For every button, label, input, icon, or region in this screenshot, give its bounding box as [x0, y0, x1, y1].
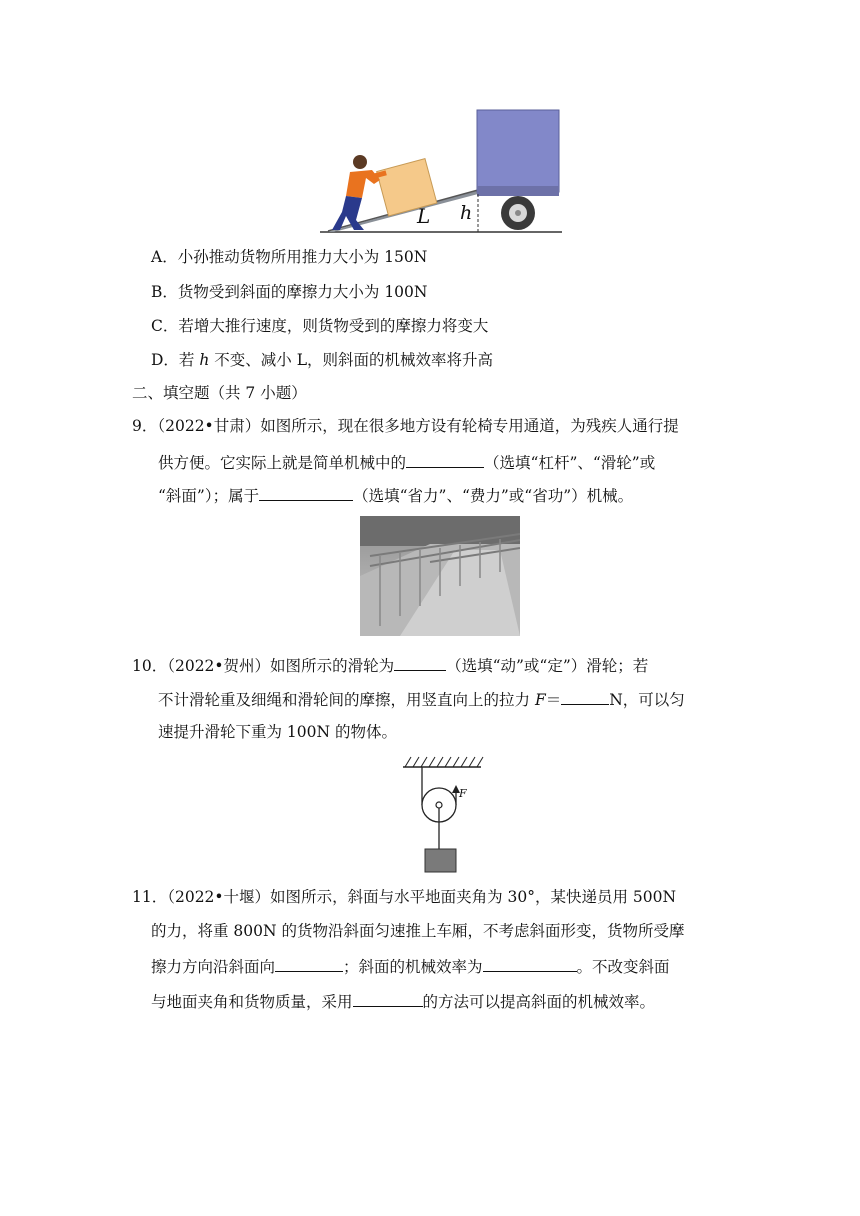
- q9-text-3a: “斜面”）；属于: [158, 487, 260, 505]
- q11-text-3b: ；斜面的机械效率为: [343, 958, 483, 976]
- q9-line-2: [158, 451, 655, 473]
- label-L: L: [417, 204, 431, 228]
- q10-text-1b: （选填“动”或“定”）滑轮；若: [446, 657, 649, 675]
- answer-blank[interactable]: [483, 955, 577, 972]
- answer-blank[interactable]: [259, 484, 353, 501]
- option-b: B．货物受到斜面的摩擦力大小为 100N: [151, 283, 428, 301]
- q10-var-F: F: [534, 691, 546, 709]
- answer-blank[interactable]: [394, 654, 446, 671]
- q10-text-1a: 10．（2022•贺州）如图所示的滑轮为: [132, 657, 395, 675]
- label-h: h: [460, 202, 473, 224]
- pulley-illustration: [395, 755, 495, 875]
- q11-text-4a: 与地面夹角和货物质量，采用: [151, 993, 353, 1011]
- q10-line-2: [158, 688, 685, 710]
- q11-line-4: [151, 990, 655, 1012]
- q11-line-2: 的力，将重 800N 的货物沿斜面匀速推上车厢，不考虑斜面形变，货物所受摩: [151, 922, 685, 940]
- truck-ramp-figure: [320, 108, 562, 236]
- q10-text-2c: N，可以匀: [609, 691, 685, 709]
- option-a: A．小孙推动货物所用推力大小为 150N: [151, 248, 428, 266]
- pulley-figure: [395, 755, 495, 875]
- q10-line-1: [132, 654, 648, 676]
- ramp-photo-illustration: [360, 516, 520, 636]
- q9-text-3b: （选填“省力”、“费力”或“省功”）机械。: [353, 487, 634, 505]
- q10-line-3: 速提升滑轮下重为 100N 的物体。: [158, 723, 398, 741]
- q11-text-4b: 的方法可以提高斜面的机械效率。: [422, 993, 656, 1011]
- q11-text-3c: 。不改变斜面: [576, 958, 670, 976]
- q11-line-3: [151, 955, 670, 977]
- q11-text-3a: 擦力方向沿斜面向: [151, 958, 276, 976]
- pulley-label-F: F: [459, 787, 467, 800]
- q10-text-2a: 不计滑轮重及细绳和滑轮间的摩擦，用竖直向上的拉力: [158, 691, 535, 709]
- answer-blank[interactable]: [561, 688, 609, 705]
- option-d: [151, 350, 493, 370]
- section-title: 二、填空题（共 7 小题）: [132, 384, 307, 402]
- q9-line-1: 9．（2022•甘肃）如图所示，现在很多地方设有轮椅专用通道，为残疾人通行提: [132, 417, 679, 435]
- option-c: C．若增大推行速度，则货物受到的摩擦力将变大: [151, 317, 489, 335]
- q11-line-1: 11．（2022•十堰）如图所示，斜面与水平地面夹角为 30°，某快递员用 500N: [132, 888, 677, 906]
- q9-text-2b: （选填“杠杆”、“滑轮”或: [484, 454, 656, 472]
- option-d-suffix: 不变、减小 L，则斜面的机械效率将升高: [209, 351, 493, 369]
- option-d-prefix: D．若: [151, 351, 200, 369]
- q9-text-2a: 供方便。它实际上就是简单机械中的: [158, 454, 407, 472]
- q10-equals: ＝: [545, 691, 562, 709]
- wheelchair-ramp-photo: [360, 516, 520, 636]
- answer-blank[interactable]: [353, 990, 423, 1007]
- option-d-var: h: [199, 351, 210, 369]
- answer-blank[interactable]: [275, 955, 343, 972]
- truck-ramp-illustration: [320, 108, 562, 236]
- answer-blank[interactable]: [406, 451, 484, 468]
- q9-line-3: [158, 484, 633, 506]
